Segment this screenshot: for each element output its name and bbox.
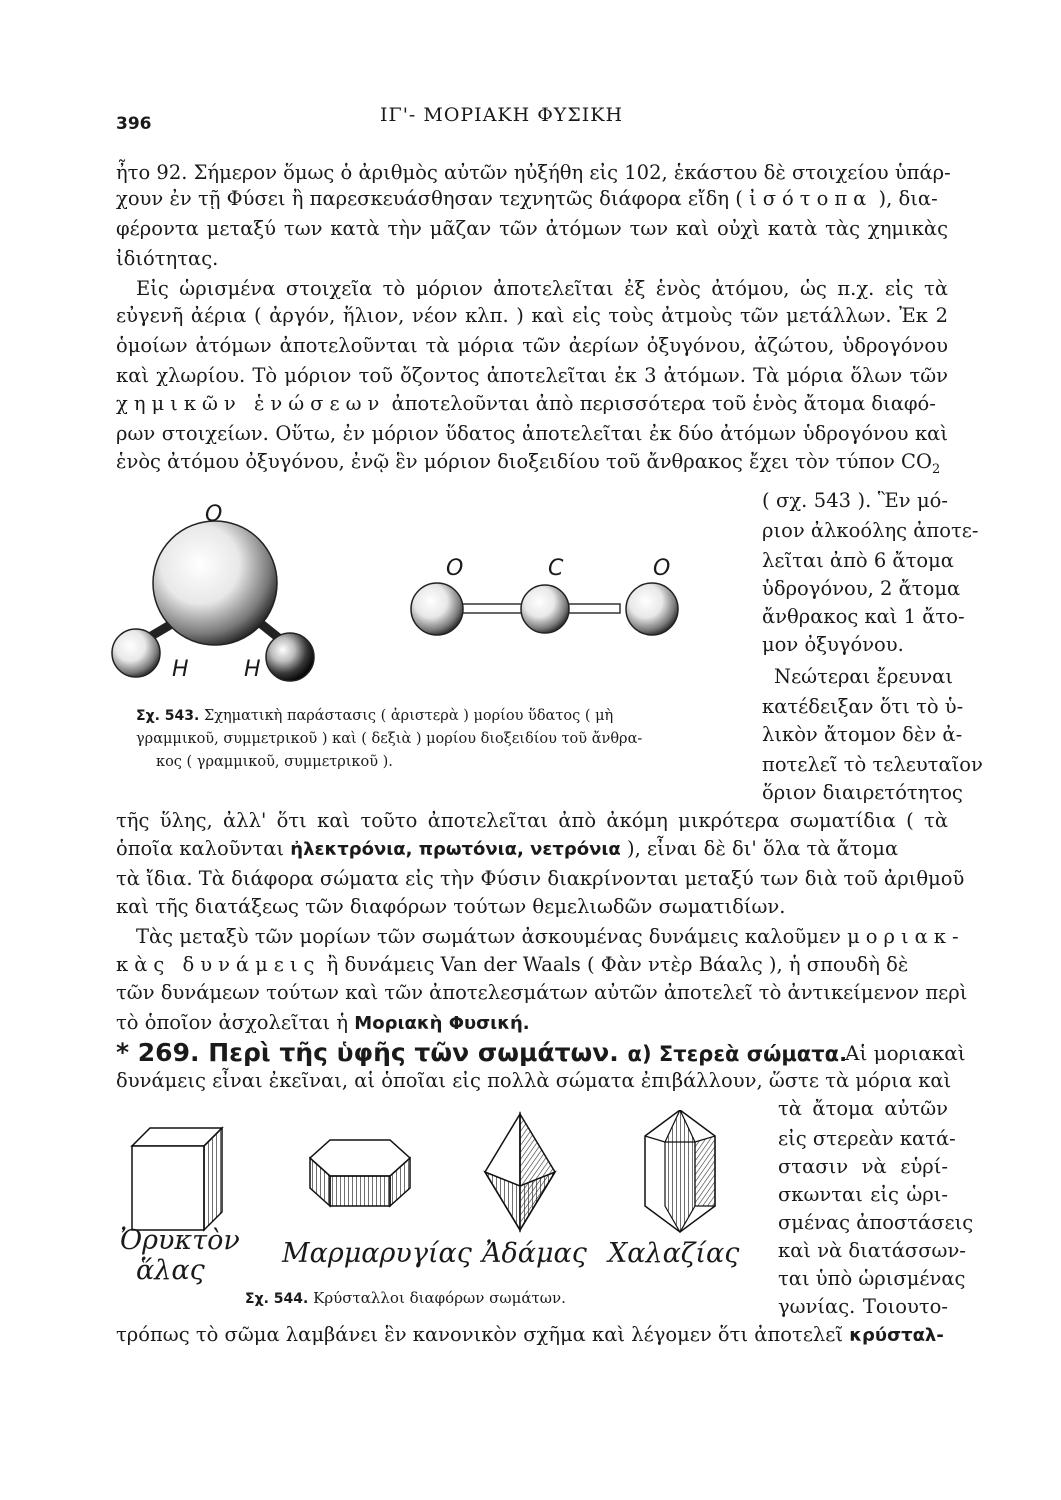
handwritten-label: ἅλας bbox=[136, 1255, 205, 1286]
caption-text: Σχηματικὴ παράστασις ( ἀριστερὰ ) μορίου ὕδατος ( μὴ bbox=[203, 708, 614, 724]
text-line: μον ὀξυγόνου. bbox=[762, 633, 904, 656]
text-line bbox=[136, 924, 965, 950]
text-line bbox=[116, 836, 948, 863]
oxygen-atom-left bbox=[411, 583, 463, 635]
text-fragment: τὸ ὁποῖον ἀσχολεῖται ἡ bbox=[116, 1011, 349, 1034]
section-number: * 269. bbox=[116, 1038, 200, 1067]
atom-label: C bbox=[548, 556, 564, 581]
text-line: γωνίας. Τοιουτο- bbox=[778, 1295, 948, 1318]
text-line bbox=[116, 952, 948, 978]
text-line: εἰς στερεὰν κατά- bbox=[778, 1127, 956, 1150]
co2-molecule bbox=[411, 583, 678, 635]
text-line: ριον ἀλκοόλης ἀποτε- bbox=[762, 519, 979, 542]
text-fragment: ), δια- bbox=[878, 187, 938, 210]
text-line: ἄνθρακος καὶ 1 ἄτο- bbox=[762, 605, 965, 628]
bold-term: κρύσταλ- bbox=[849, 1325, 944, 1346]
text-fragment: ἑνὸς ἀτόμου ὀξυγόνου, ἐνῷ ἓν μόριον διοξειδίου τοῦ ἄνθρακος ἔχει τὸν τύπον CO bbox=[116, 450, 932, 473]
hexagonal-plate-crystal bbox=[310, 1140, 410, 1206]
text-line: ὅριον διαιρετότητος bbox=[762, 781, 963, 804]
section-title: Περὶ τῆς ὑφῆς τῶν σωμάτων. bbox=[208, 1038, 619, 1067]
atom-label: O bbox=[205, 502, 223, 527]
atom-label: H bbox=[244, 657, 261, 682]
atom-label: O bbox=[446, 556, 464, 581]
text-line: στασιν νὰ εὑρί- bbox=[778, 1155, 948, 1178]
running-title: ΙΓ'- ΜΟΡΙΑΚΗ ΦΥΣΙΚΗ bbox=[380, 104, 624, 126]
text-line: ἦτο 92. Σήμερον ὅμως ὁ ἀριθμὸς αὐτῶν ηὐξήθη εἰς 102, ἑκάστου δὲ στοιχείου ὑπάρ- bbox=[116, 161, 951, 184]
text-line bbox=[116, 1322, 948, 1349]
text-fragment: ἢ δυνάμεις Van der Waals ( Φὰν ντὲρ Βάαλς ), ἡ σπουδὴ δὲ bbox=[326, 953, 909, 976]
bold-term: Μοριακὴ Φυσική. bbox=[354, 1013, 530, 1034]
atom-label: H bbox=[172, 657, 189, 682]
figure-number: Σχ. 543. bbox=[136, 708, 200, 724]
atom-label: O bbox=[653, 556, 671, 581]
handwritten-label: Ἀδάμας bbox=[482, 1238, 587, 1269]
figure-543-molecules bbox=[100, 505, 740, 705]
text-line bbox=[116, 1010, 530, 1037]
text-line: ( σχ. 543 ). Ἓν μό- bbox=[762, 489, 948, 512]
figure-caption bbox=[136, 706, 613, 726]
text-line: τῆς ὕλης, ἀλλ' ὅτι καὶ τοῦτο ἀποτελεῖται ἀπὸ ἀκόμη μικρότερα σωματίδια ( τὰ bbox=[116, 809, 948, 832]
spaced-term: κὰς δυνάμεις bbox=[116, 953, 321, 976]
text-line bbox=[116, 449, 948, 483]
text-line: Εἰς ὡρισμένα στοιχεῖα τὸ μόριον ἀποτελεῖται ἐξ ἑνὸς ἀτόμου, ὡς π.χ. εἰς τὰ bbox=[136, 277, 948, 300]
text-line: καὶ τῆς διατάξεως τῶν διαφόρων τούτων θεμελιωδῶν σωματιδίων. bbox=[116, 895, 786, 918]
spaced-term-isotopa: ἰσότοπα bbox=[749, 187, 873, 210]
text-line: τὰ ἄτομα αὐτῶν bbox=[778, 1097, 948, 1120]
text-line: Νεώτεραι ἔρευναι bbox=[774, 665, 953, 688]
oxygen-atom-right bbox=[626, 583, 678, 635]
text-line: καὶ χλωρίου. Τὸ μόριον τοῦ ὄζοντος ἀποτελεῖται ἐκ 3 ἀτόμων. Τὰ μόρια ὅλων τῶν bbox=[116, 364, 948, 387]
text-line: Αἱ μοριακαὶ bbox=[845, 1041, 966, 1065]
text-line: φέροντα μεταξύ των κατὰ τὴν μᾶζαν τῶν ἀτόμων των καὶ οὐχὶ κατὰ τὰς χημικὰς bbox=[116, 217, 948, 240]
handwritten-label: Χαλαζίας bbox=[608, 1238, 740, 1269]
figure-number: Σχ. 544. bbox=[245, 1291, 309, 1307]
figure-caption bbox=[245, 1288, 566, 1309]
text-line: δυνάμεις εἶναι ἐκεῖναι, αἱ ὁποῖαι εἰς πολλὰ σώματα ἐπιβάλλουν, ὥστε τὰ μόρια καὶ bbox=[116, 1069, 952, 1092]
handwritten-label: Ὀρυκτὸν bbox=[120, 1225, 240, 1256]
text-line: εὐγενῆ ἀέρια ( ἀργόν, ἥλιον, νέον κλπ. ) καὶ εἰς τοὺς ἀτμοὺς τῶν μετάλλων. Ἐκ 2 bbox=[116, 304, 948, 327]
text-fragment: ), εἶναι δὲ δι' ὅλα τὰ ἄτομα bbox=[627, 837, 899, 860]
text-fragment: τρόπως τὸ σῶμα λαμβάνει ἓν κανονικὸν σχῆμα καὶ λέγομεν ὅτι ἀποτελεῖ bbox=[116, 1323, 844, 1346]
oxygen-atom bbox=[153, 521, 277, 645]
text-fragment: ὁποῖα καλοῦνται bbox=[116, 837, 285, 860]
text-line: ται ὑπὸ ὡρισμένας bbox=[778, 1267, 966, 1290]
section-heading bbox=[116, 1038, 847, 1067]
text-fragment: χουν ἐν τῇ Φύσει ἢ παρεσκευάσθησαν τεχνητῶς διάφορα εἴδη ( bbox=[116, 187, 743, 210]
bold-term: ἠλεκτρόνια, πρωτόνια, νετρόνια bbox=[290, 839, 621, 860]
text-line bbox=[116, 186, 948, 212]
handwritten-label: Μαρμαρυγίας bbox=[282, 1238, 472, 1269]
text-line: λεῖται ἀπὸ 6 ἄτομα bbox=[762, 549, 954, 572]
caption-text: γραμμικοῦ, συμμετρικοῦ ) καὶ ( δεξιὰ ) μορίου διοξειδίου τοῦ ἄνθρα- bbox=[136, 731, 643, 747]
text-line: κατέδειξαν ὅτι τὸ ὑ- bbox=[762, 695, 964, 718]
text-line: ὁμοίων ἀτόμων ἀποτελοῦνται τὰ μόρια τῶν ἀερίων ὀξυγόνου, ἀζώτου, ὑδρογόνου bbox=[116, 334, 948, 357]
text-fragment: Τὰς μεταξὺ τῶν μορίων τῶν σωμάτων ἀσκουμένας δυνάμεις καλοῦμεν bbox=[136, 925, 841, 948]
text-line: τῶν δυνάμεων τούτων καὶ τῶν ἀποτελεσμάτων αὐτῶν ἀποτελεῖ τὸ ἀντικείμενον περὶ bbox=[116, 981, 968, 1004]
text-line: λικὸν ἄτομον δὲν ἀ- bbox=[762, 723, 963, 746]
cube-crystal bbox=[132, 1128, 222, 1230]
carbon-atom bbox=[521, 585, 569, 633]
spaced-term: μοριακ- bbox=[847, 925, 965, 948]
caption-text: Κρύσταλλοι διαφόρων σωμάτων. bbox=[313, 1289, 566, 1307]
page-number: 396 bbox=[116, 114, 152, 134]
text-line: τὰ ἴδια. Τὰ διάφορα σώματα εἰς τὴν Φύσιν διακρίνονται μεταξύ των διὰ τοῦ ἀριθμοῦ bbox=[116, 867, 965, 890]
text-fragment: ἀποτελοῦνται ἀπὸ περισσότερα τοῦ ἑνὸς ἄτομα διαφό- bbox=[391, 392, 936, 415]
water-molecule bbox=[112, 521, 314, 681]
text-line: σκωνται εἰς ὡρι- bbox=[778, 1183, 948, 1206]
octahedron-crystal bbox=[485, 1114, 555, 1230]
text-line: ποτελεῖ τὸ τελευταῖον bbox=[762, 753, 983, 776]
text-line: ἰδιότητας. bbox=[116, 247, 219, 270]
quartz-crystal bbox=[645, 1110, 715, 1232]
text-line: καὶ νὰ διατάσσων- bbox=[778, 1239, 966, 1262]
caption-text: κος ( γραμμικοῦ, συμμετρικοῦ ). bbox=[156, 754, 393, 770]
section-subtitle: α) Στερεὰ σώματα. bbox=[627, 1042, 848, 1066]
text-line bbox=[116, 391, 948, 417]
text-line: ὑδρογόνου, 2 ἄτομα bbox=[762, 577, 961, 600]
subscript: 2 bbox=[931, 461, 941, 477]
figure-544-crystals bbox=[120, 1110, 760, 1240]
spaced-term-chem-compounds: χημικῶν ἑνώσεων bbox=[116, 392, 386, 415]
hydrogen-atom-left bbox=[112, 629, 160, 677]
text-line: ρων στοιχείων. Οὕτω, ἐν μόριον ὕδατος ἀποτελεῖται ἐκ δύο ἀτόμων ὑδρογόνου καὶ bbox=[116, 422, 948, 445]
text-line: σμένας ἀποστάσεις bbox=[778, 1211, 974, 1234]
hydrogen-atom-right bbox=[266, 633, 314, 681]
